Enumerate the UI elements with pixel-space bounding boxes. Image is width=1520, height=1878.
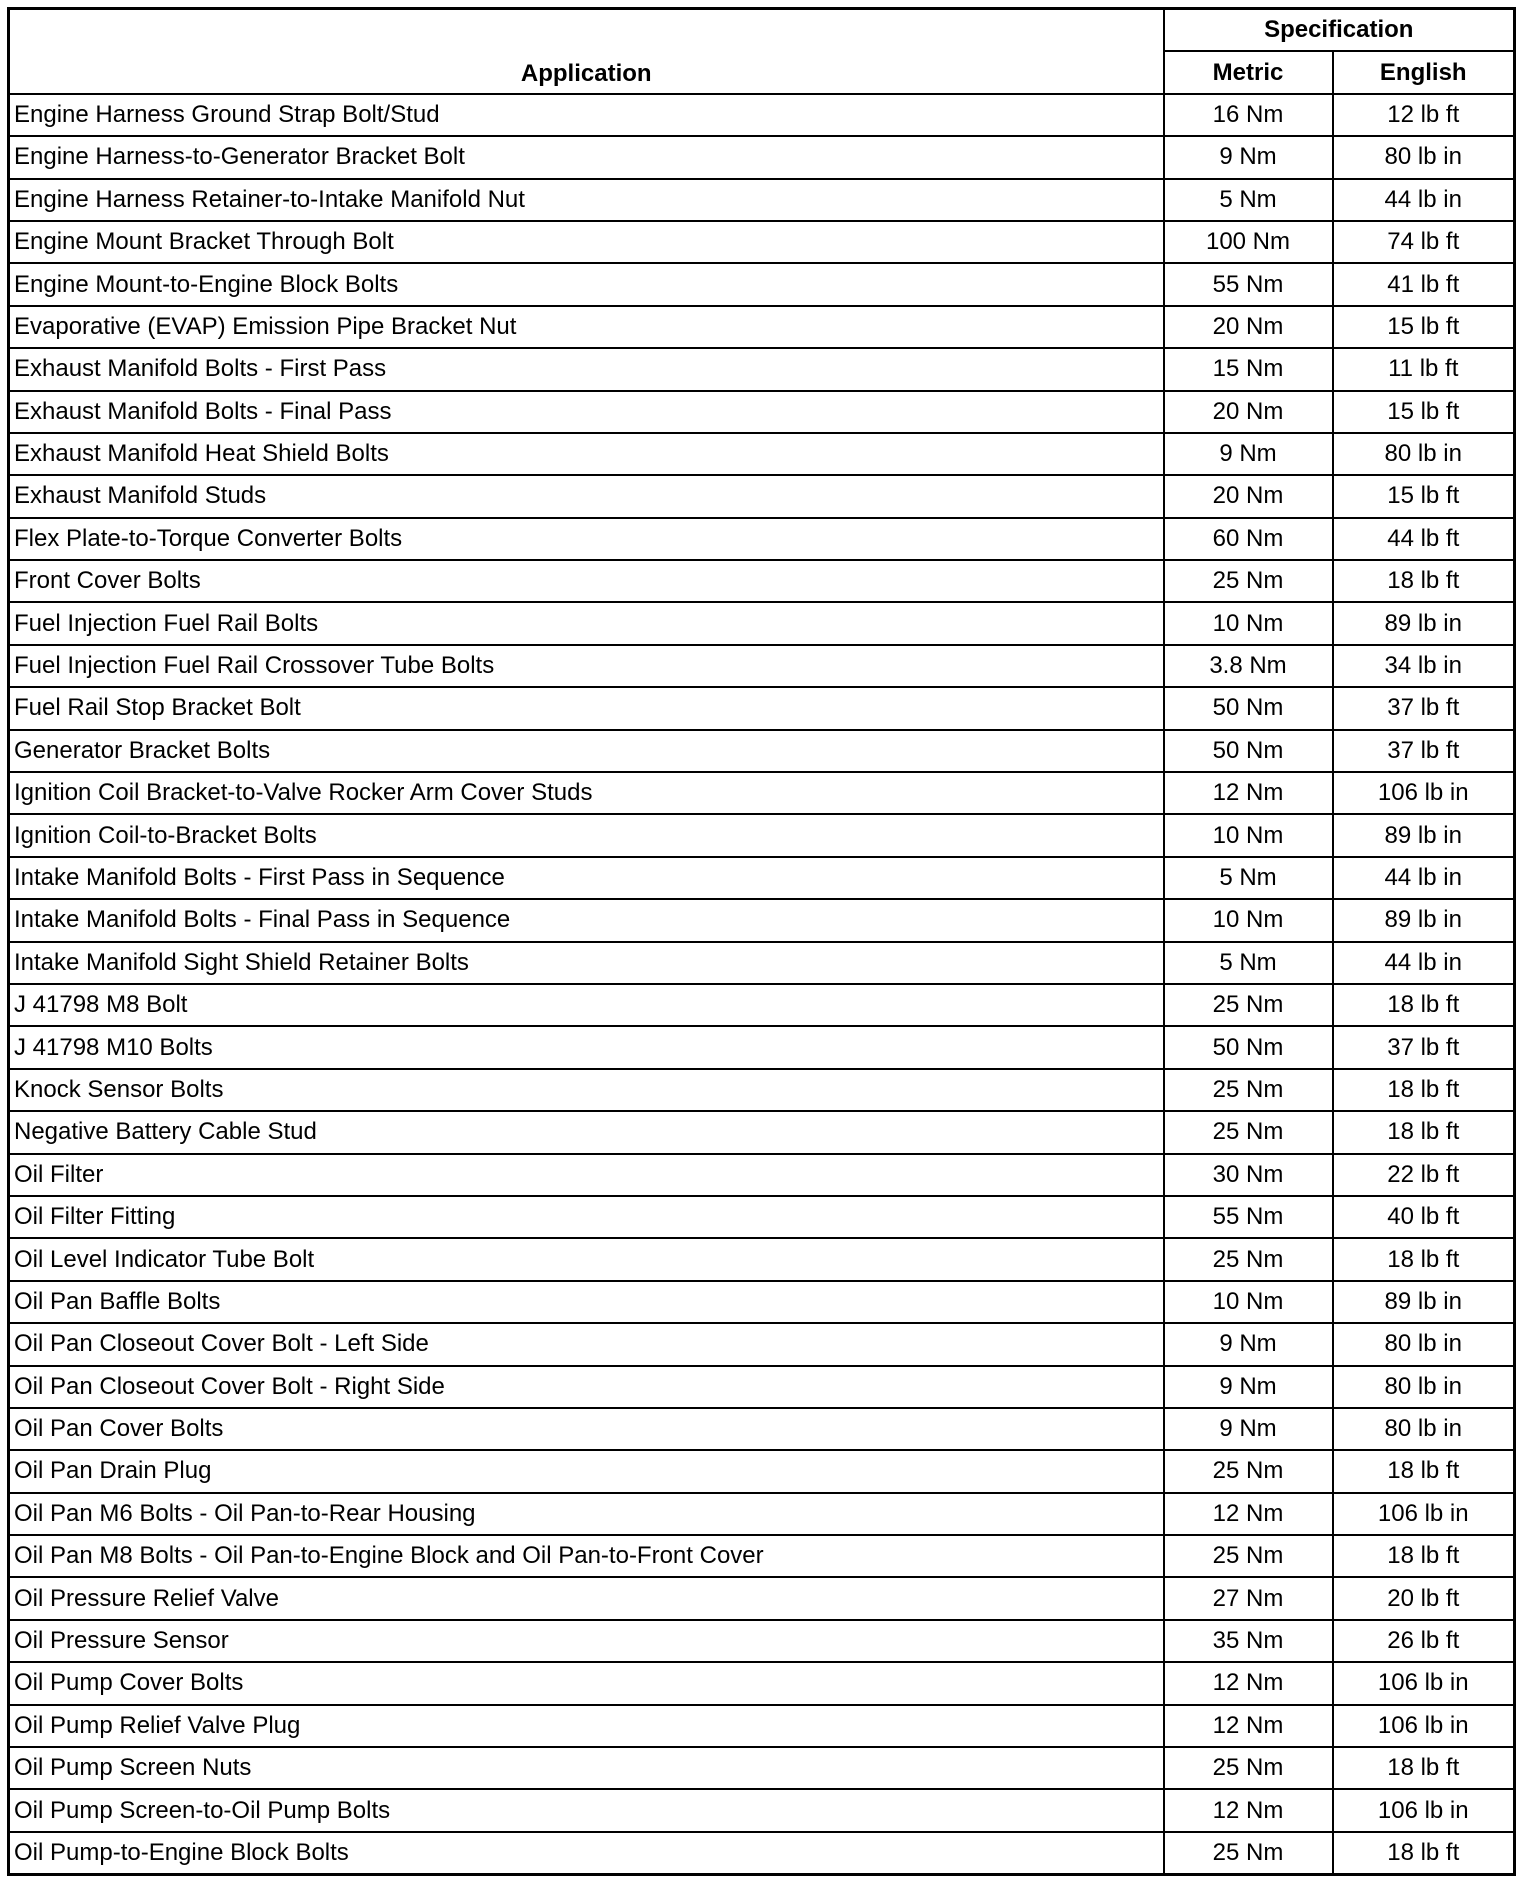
metric-cell: 50 Nm (1164, 1026, 1333, 1068)
table-row (9, 179, 1515, 221)
metric-cell: 55 Nm (1164, 1196, 1333, 1238)
application-cell: Engine Harness Ground Strap Bolt/Stud (9, 94, 1164, 136)
metric-cell: 12 Nm (1164, 1493, 1333, 1535)
application-cell: Knock Sensor Bolts (9, 1069, 1164, 1111)
table-row (9, 1366, 1515, 1408)
table-row (9, 1577, 1515, 1619)
table-row (9, 1111, 1515, 1153)
application-cell: Oil Pressure Relief Valve (9, 1577, 1164, 1619)
english-cell: 89 lb in (1333, 814, 1515, 856)
table-row (9, 1323, 1515, 1365)
torque-spec-table (7, 7, 1516, 1876)
table-row (9, 1026, 1515, 1068)
application-cell: Fuel Rail Stop Bracket Bolt (9, 687, 1164, 729)
english-cell: 41 lb ft (1333, 263, 1515, 305)
metric-cell: 25 Nm (1164, 1535, 1333, 1577)
metric-cell: 60 Nm (1164, 518, 1333, 560)
english-cell: 18 lb ft (1333, 1111, 1515, 1153)
english-cell: 106 lb in (1333, 1493, 1515, 1535)
english-cell: 15 lb ft (1333, 475, 1515, 517)
table-row (9, 433, 1515, 475)
metric-cell: 25 Nm (1164, 1069, 1333, 1111)
english-cell: 80 lb in (1333, 1408, 1515, 1450)
english-cell: 18 lb ft (1333, 984, 1515, 1026)
table-row (9, 730, 1515, 772)
english-cell: 18 lb ft (1333, 1069, 1515, 1111)
english-cell: 37 lb ft (1333, 1026, 1515, 1068)
metric-cell: 25 Nm (1164, 560, 1333, 602)
metric-cell: 25 Nm (1164, 1450, 1333, 1492)
table-row (9, 1789, 1515, 1831)
english-cell: 12 lb ft (1333, 94, 1515, 136)
metric-cell: 25 Nm (1164, 1111, 1333, 1153)
application-cell: Fuel Injection Fuel Rail Bolts (9, 602, 1164, 644)
table-row (9, 772, 1515, 814)
table-row (9, 1832, 1515, 1875)
english-cell: 89 lb in (1333, 602, 1515, 644)
application-cell: Intake Manifold Bolts - First Pass in Sequence (9, 857, 1164, 899)
metric-cell: 25 Nm (1164, 1238, 1333, 1280)
application-cell: J 41798 M10 Bolts (9, 1026, 1164, 1068)
metric-cell: 35 Nm (1164, 1620, 1333, 1662)
english-cell: 106 lb in (1333, 772, 1515, 814)
table-row (9, 1238, 1515, 1280)
application-cell: Oil Pan Closeout Cover Bolt - Left Side (9, 1323, 1164, 1365)
application-cell: Engine Mount-to-Engine Block Bolts (9, 263, 1164, 305)
table-row (9, 1747, 1515, 1789)
table-header (9, 9, 1515, 94)
application-cell: Exhaust Manifold Studs (9, 475, 1164, 517)
table-row (9, 1620, 1515, 1662)
english-cell: 18 lb ft (1333, 1832, 1515, 1875)
metric-cell: 100 Nm (1164, 221, 1333, 263)
metric-cell: 10 Nm (1164, 602, 1333, 644)
metric-cell: 20 Nm (1164, 475, 1333, 517)
english-cell: 106 lb in (1333, 1705, 1515, 1747)
english-cell: 44 lb in (1333, 942, 1515, 984)
metric-cell: 10 Nm (1164, 1281, 1333, 1323)
table-row (9, 560, 1515, 602)
table-row (9, 1154, 1515, 1196)
english-cell: 80 lb in (1333, 1323, 1515, 1365)
table-row (9, 857, 1515, 899)
application-cell: Oil Pan Baffle Bolts (9, 1281, 1164, 1323)
metric-cell: 55 Nm (1164, 263, 1333, 305)
table-row (9, 1662, 1515, 1704)
application-cell: Oil Filter Fitting (9, 1196, 1164, 1238)
application-cell: Exhaust Manifold Heat Shield Bolts (9, 433, 1164, 475)
application-cell: Evaporative (EVAP) Emission Pipe Bracket Nut (9, 306, 1164, 348)
metric-cell: 50 Nm (1164, 687, 1333, 729)
metric-cell: 30 Nm (1164, 1154, 1333, 1196)
english-cell: 44 lb in (1333, 179, 1515, 221)
english-cell: 37 lb ft (1333, 730, 1515, 772)
application-cell: Oil Pump Screen-to-Oil Pump Bolts (9, 1789, 1164, 1831)
english-cell: 18 lb ft (1333, 560, 1515, 602)
table-row (9, 348, 1515, 390)
application-cell: Flex Plate-to-Torque Converter Bolts (9, 518, 1164, 560)
application-cell: Oil Pan Cover Bolts (9, 1408, 1164, 1450)
application-cell: Generator Bracket Bolts (9, 730, 1164, 772)
table-row (9, 1705, 1515, 1747)
english-cell: 15 lb ft (1333, 391, 1515, 433)
application-cell: Exhaust Manifold Bolts - First Pass (9, 348, 1164, 390)
table-row (9, 475, 1515, 517)
application-cell: J 41798 M8 Bolt (9, 984, 1164, 1026)
table-row (9, 602, 1515, 644)
header-english: English (1333, 51, 1515, 93)
table-row (9, 1493, 1515, 1535)
application-cell: Front Cover Bolts (9, 560, 1164, 602)
english-cell: 80 lb in (1333, 433, 1515, 475)
metric-cell: 5 Nm (1164, 857, 1333, 899)
table-row (9, 942, 1515, 984)
english-cell: 18 lb ft (1333, 1450, 1515, 1492)
english-cell: 74 lb ft (1333, 221, 1515, 263)
header-specification: Specification (1164, 9, 1515, 52)
metric-cell: 10 Nm (1164, 899, 1333, 941)
application-cell: Oil Pan Closeout Cover Bolt - Right Side (9, 1366, 1164, 1408)
application-cell: Oil Pump Cover Bolts (9, 1662, 1164, 1704)
english-cell: 18 lb ft (1333, 1747, 1515, 1789)
application-cell: Intake Manifold Bolts - Final Pass in Sequence (9, 899, 1164, 941)
english-cell: 89 lb in (1333, 899, 1515, 941)
table-row (9, 984, 1515, 1026)
application-cell: Engine Harness-to-Generator Bracket Bolt (9, 136, 1164, 178)
application-cell: Oil Pump Screen Nuts (9, 1747, 1164, 1789)
english-cell: 15 lb ft (1333, 306, 1515, 348)
english-cell: 20 lb ft (1333, 1577, 1515, 1619)
english-cell: 22 lb ft (1333, 1154, 1515, 1196)
english-cell: 18 lb ft (1333, 1238, 1515, 1280)
application-cell: Oil Pump Relief Valve Plug (9, 1705, 1164, 1747)
table-row (9, 814, 1515, 856)
table-row (9, 1281, 1515, 1323)
english-cell: 106 lb in (1333, 1662, 1515, 1704)
table-row (9, 1069, 1515, 1111)
english-cell: 11 lb ft (1333, 348, 1515, 390)
table-row (9, 136, 1515, 178)
english-cell: 26 lb ft (1333, 1620, 1515, 1662)
english-cell: 44 lb in (1333, 857, 1515, 899)
table-row (9, 263, 1515, 305)
english-cell: 18 lb ft (1333, 1535, 1515, 1577)
metric-cell: 15 Nm (1164, 348, 1333, 390)
metric-cell: 12 Nm (1164, 1705, 1333, 1747)
metric-cell: 9 Nm (1164, 1408, 1333, 1450)
application-cell: Engine Harness Retainer-to-Intake Manifold Nut (9, 179, 1164, 221)
metric-cell: 25 Nm (1164, 984, 1333, 1026)
application-cell: Ignition Coil Bracket-to-Valve Rocker Arm Cover Studs (9, 772, 1164, 814)
metric-cell: 5 Nm (1164, 179, 1333, 221)
metric-cell: 12 Nm (1164, 1789, 1333, 1831)
table-row (9, 518, 1515, 560)
metric-cell: 16 Nm (1164, 94, 1333, 136)
metric-cell: 20 Nm (1164, 391, 1333, 433)
application-cell: Oil Pan M6 Bolts - Oil Pan-to-Rear Housing (9, 1493, 1164, 1535)
metric-cell: 12 Nm (1164, 1662, 1333, 1704)
english-cell: 80 lb in (1333, 1366, 1515, 1408)
table-row (9, 899, 1515, 941)
application-cell: Ignition Coil-to-Bracket Bolts (9, 814, 1164, 856)
application-cell: Oil Pan Drain Plug (9, 1450, 1164, 1492)
english-cell: 106 lb in (1333, 1789, 1515, 1831)
table-row (9, 94, 1515, 136)
application-cell: Negative Battery Cable Stud (9, 1111, 1164, 1153)
metric-cell: 20 Nm (1164, 306, 1333, 348)
header-row-top (9, 9, 1515, 52)
header-metric: Metric (1164, 51, 1333, 93)
table-row (9, 391, 1515, 433)
application-cell: Oil Pressure Sensor (9, 1620, 1164, 1662)
metric-cell: 10 Nm (1164, 814, 1333, 856)
metric-cell: 12 Nm (1164, 772, 1333, 814)
table-row (9, 1535, 1515, 1577)
application-cell: Oil Pan M8 Bolts - Oil Pan-to-Engine Block and Oil Pan-to-Front Cover (9, 1535, 1164, 1577)
table-row (9, 687, 1515, 729)
table-row (9, 1196, 1515, 1238)
metric-cell: 9 Nm (1164, 1366, 1333, 1408)
english-cell: 89 lb in (1333, 1281, 1515, 1323)
application-cell: Exhaust Manifold Bolts - Final Pass (9, 391, 1164, 433)
metric-cell: 5 Nm (1164, 942, 1333, 984)
header-application: Application (9, 9, 1164, 94)
application-cell: Oil Pump-to-Engine Block Bolts (9, 1832, 1164, 1875)
metric-cell: 9 Nm (1164, 136, 1333, 178)
metric-cell: 9 Nm (1164, 1323, 1333, 1365)
application-cell: Fuel Injection Fuel Rail Crossover Tube Bolts (9, 645, 1164, 687)
application-cell: Oil Filter (9, 1154, 1164, 1196)
metric-cell: 25 Nm (1164, 1832, 1333, 1875)
metric-cell: 50 Nm (1164, 730, 1333, 772)
english-cell: 37 lb ft (1333, 687, 1515, 729)
application-cell: Intake Manifold Sight Shield Retainer Bolts (9, 942, 1164, 984)
table-row (9, 1450, 1515, 1492)
english-cell: 40 lb ft (1333, 1196, 1515, 1238)
table-row (9, 306, 1515, 348)
table-body (9, 94, 1515, 1875)
english-cell: 44 lb ft (1333, 518, 1515, 560)
english-cell: 34 lb in (1333, 645, 1515, 687)
table-row (9, 645, 1515, 687)
english-cell: 80 lb in (1333, 136, 1515, 178)
metric-cell: 3.8 Nm (1164, 645, 1333, 687)
metric-cell: 25 Nm (1164, 1747, 1333, 1789)
application-cell: Engine Mount Bracket Through Bolt (9, 221, 1164, 263)
table-row (9, 221, 1515, 263)
application-cell: Oil Level Indicator Tube Bolt (9, 1238, 1164, 1280)
metric-cell: 27 Nm (1164, 1577, 1333, 1619)
table-row (9, 1408, 1515, 1450)
metric-cell: 9 Nm (1164, 433, 1333, 475)
